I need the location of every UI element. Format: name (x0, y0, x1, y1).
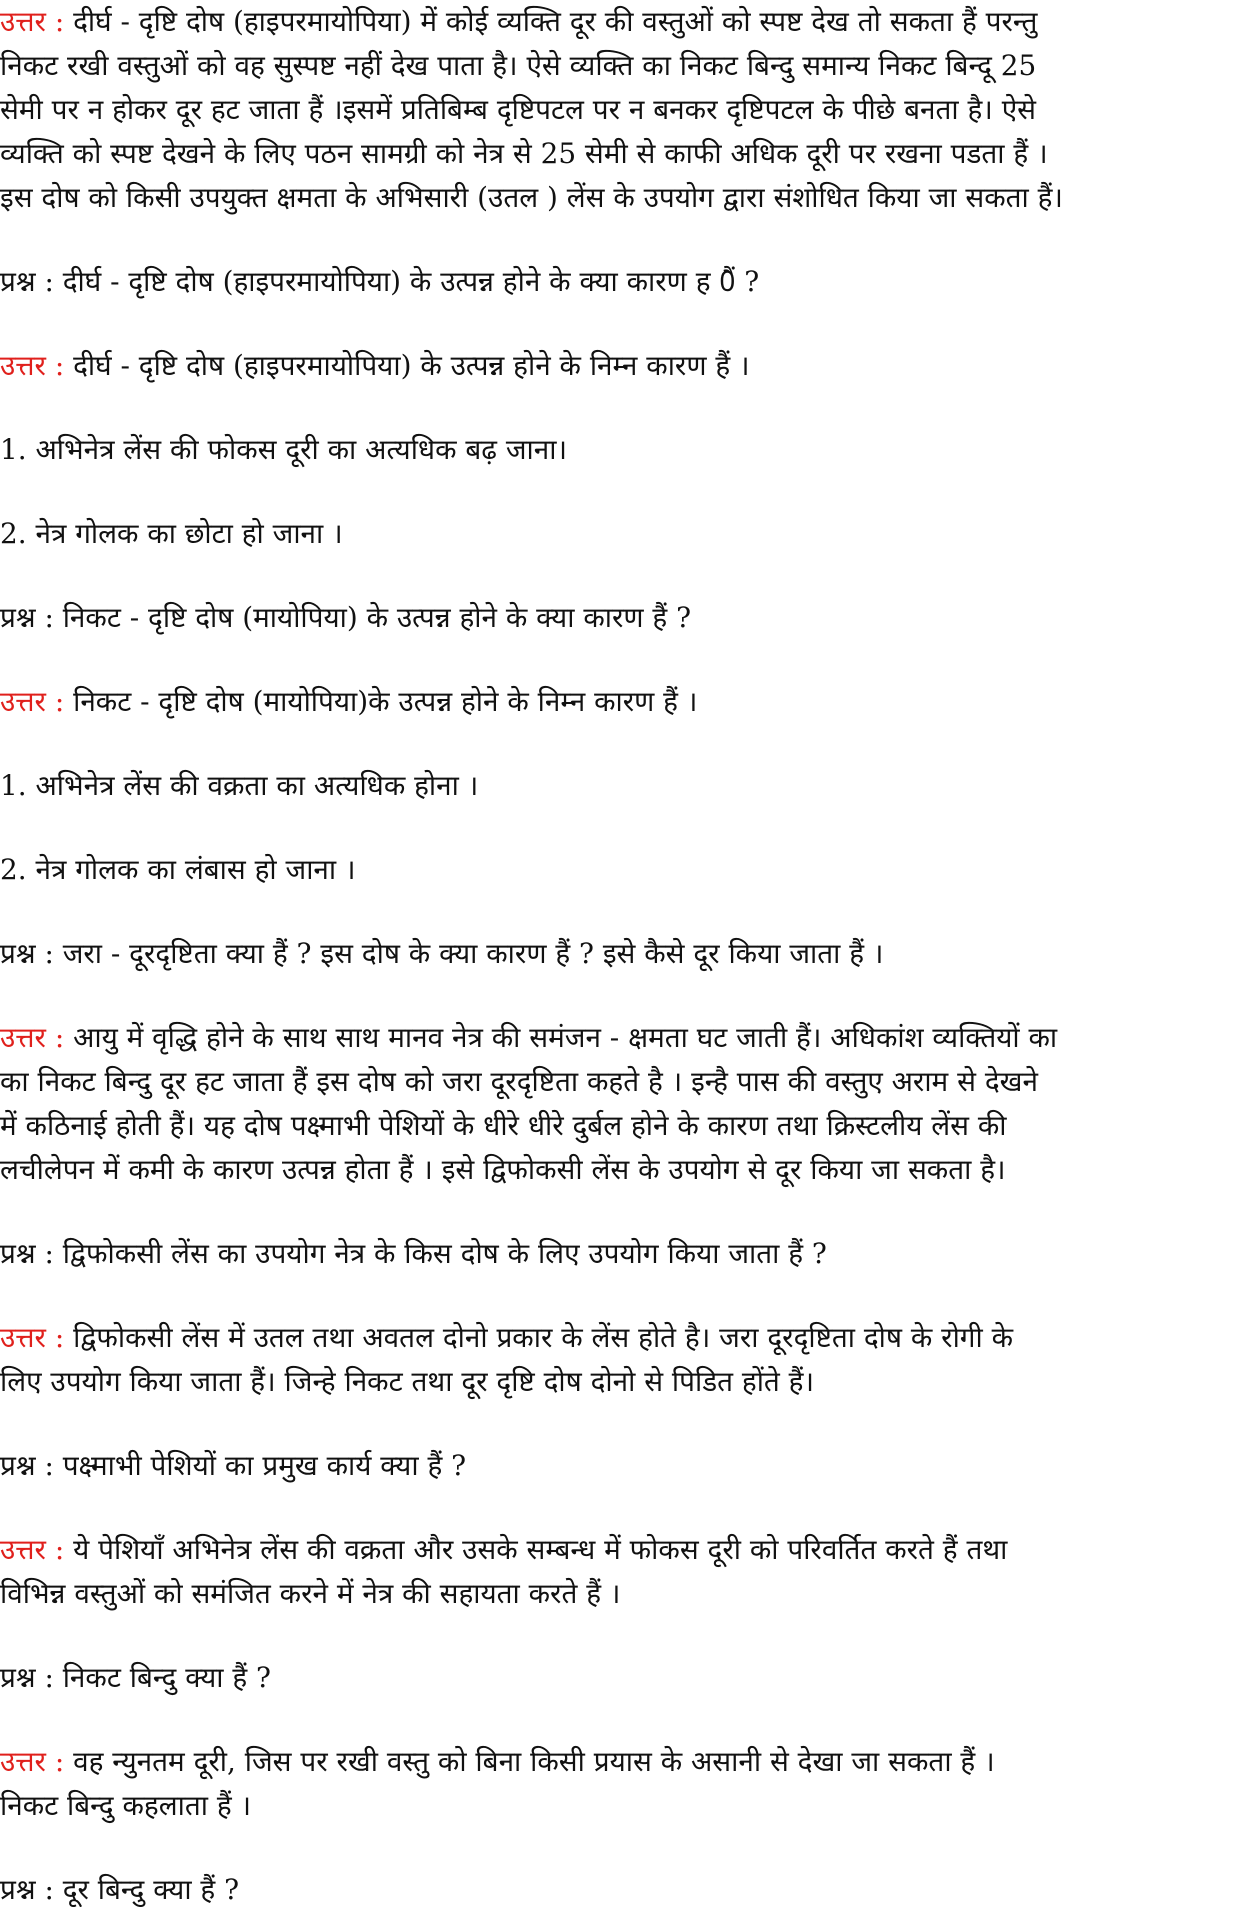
answer-paragraph (0, 1016, 1249, 1192)
line-text: प्रश्न : दूर बिन्दु क्या हैं ? (0, 1873, 240, 1906)
line-text: 2. नेत्र गोलक का लंबास हो जाना । (0, 853, 356, 886)
line-text: प्रश्न : पक्ष्माभी पेशियों का प्रमुख कार्य क्या हैं ? (0, 1449, 467, 1482)
paragraph-spacer (0, 472, 1249, 512)
line-text: लिए उपयोग किया जाता हैं। जिन्हे निकट तथा दूर दृष्टि दोष दोनो से पिडित होंते हैं। (0, 1365, 815, 1398)
paragraph-spacer (0, 388, 1249, 428)
line-text: सेमी पर न होकर दूर हट जाता हैं ।इसमें प्रतिबिम्ब दृष्टिपटल पर न बनकर दृष्टिपटल के पीछे बनता है। ऐसे (0, 93, 1037, 126)
line-text: दीर्घ - दृष्टि दोष (हाइपरमायोपिया) में कोई व्यक्ति दूर की वस्तुओं को स्पष्ट देख तो सकता हैं परन्तु (73, 5, 1038, 38)
line-text: लचीलेपन में कमी के कारण उत्पन्न होता हैं । इसे द्विफोकसी लेंस के उपयोग से दूर किया जा सकता है। (0, 1153, 1006, 1186)
text-line (0, 0, 1244, 44)
paragraph-spacer (0, 892, 1249, 932)
paragraph-spacer (0, 1192, 1249, 1232)
question-paragraph (0, 596, 1249, 640)
answer-label: उत्तर : (0, 349, 74, 382)
text-line (0, 344, 1244, 388)
question-paragraph (0, 260, 1249, 304)
text-line (0, 1104, 1244, 1148)
line-text: प्रश्न : निकट बिन्दु क्या हैं ? (0, 1661, 272, 1694)
line-text: ये पेशियाँ अभिनेत्र लेंस की वक्रता और उसके सम्बन्ध में फोकस दूरी को परिवर्तित करते हैं तथा (73, 1533, 1008, 1566)
question-paragraph (0, 1444, 1249, 1488)
line-text: निकट - दृष्टि दोष (मायोपिया)के उत्पन्न होने के निम्न कारण हैं । (73, 685, 698, 718)
text-line (0, 132, 1244, 176)
text-line (0, 428, 1244, 472)
line-text: निकट रखी वस्तुओं को वह सुस्पष्ट नहीं देख पाता है। ऐसे व्यक्ति का निकट बिन्दु समान्य निकट बिन्दू 25 (0, 49, 1037, 82)
text-line (0, 1316, 1244, 1360)
answer-paragraph (0, 0, 1249, 220)
text-line (0, 1868, 1244, 1907)
text-line (0, 764, 1244, 808)
text-paragraph (0, 428, 1249, 472)
line-text: का निकट बिन्दु दूर हट जाता हैं इस दोष को जरा दूरदृष्टिता कहते है । इन्है पास की वस्तुए अराम से देखने (0, 1065, 1038, 1098)
paragraph-spacer (0, 976, 1249, 1016)
line-text: इस दोष को किसी उपयुक्त क्षमता के अभिसारी (उतल ) लेंस के उपयोग द्वारा संशोधित किया जा सकता हैं। (0, 181, 1063, 214)
paragraph-spacer (0, 640, 1249, 680)
answer-label: उत्तर : (0, 1021, 74, 1054)
answer-label: उत्तर : (0, 5, 74, 38)
text-line (0, 512, 1244, 556)
line-text: दीर्घ - दृष्टि दोष (हाइपरमायोपिया) के उत्पन्न होने के निम्न कारण हैं । (73, 349, 750, 382)
text-line (0, 260, 1244, 304)
paragraph-spacer (0, 220, 1249, 260)
line-text: प्रश्न : दीर्घ - दृष्टि दोष (हाइपरमायोपिया) के उत्पन्न होने के क्या कारण ह 0ैं ? (0, 265, 760, 298)
text-line (0, 932, 1244, 976)
line-text: 1. अभिनेत्र लेंस की वक्रता का अत्यधिक होना । (0, 769, 479, 802)
question-paragraph (0, 1868, 1249, 1907)
text-line (0, 680, 1244, 724)
question-paragraph (0, 932, 1249, 976)
text-paragraph (0, 848, 1249, 892)
text-line (0, 1360, 1244, 1404)
line-text: व्यक्ति को स्पष्ट देखने के लिए पठन सामग्री को नेत्र से 25 सेमी से काफी अधिक दूरी पर रखना पडता हैं । (0, 137, 1048, 170)
text-line (0, 1232, 1244, 1276)
text-line (0, 1444, 1244, 1488)
text-line (0, 1572, 1244, 1616)
paragraph-spacer (0, 1700, 1249, 1740)
text-line (0, 1016, 1244, 1060)
paragraph-spacer (0, 1276, 1249, 1316)
paragraph-spacer (0, 808, 1249, 848)
text-line (0, 596, 1244, 640)
paragraph-spacer (0, 1404, 1249, 1444)
answer-paragraph (0, 1316, 1249, 1404)
answer-label: उत्तर : (0, 1533, 74, 1566)
text-line (0, 1656, 1244, 1700)
line-text: द्विफोकसी लेंस में उतल तथा अवतल दोनो प्रकार के लेंस होते है। जरा दूरदृष्टिता दोष के रोगी के (73, 1321, 1014, 1354)
line-text: प्रश्न : जरा - दूरदृष्टिता क्या हैं ? इस दोष के क्या कारण हैं ? इसे कैसे दूर किया जाता हैं । (0, 937, 884, 970)
line-text: 1. अभिनेत्र लेंस की फोकस दूरी का अत्यधिक बढ़ जाना। (0, 433, 568, 466)
answer-label: उत्तर : (0, 685, 74, 718)
paragraph-spacer (0, 1616, 1249, 1656)
question-paragraph (0, 1232, 1249, 1276)
answer-paragraph (0, 1528, 1249, 1616)
question-paragraph (0, 1656, 1249, 1700)
answer-paragraph (0, 1740, 1249, 1828)
line-text: निकट बिन्दु कहलाता हैं । (0, 1789, 252, 1822)
answer-paragraph (0, 344, 1249, 388)
text-line (0, 176, 1244, 220)
line-text: में कठिनाई होती हैं। यह दोष पक्ष्माभी पेशियों के धीरे धीरे दुर्बल होने के कारण तथा क्रिस्टलीय लेंस की (0, 1109, 1007, 1142)
line-text: प्रश्न : निकट - दृष्टि दोष (मायोपिया) के उत्पन्न होने के क्या कारण हैं ? (0, 601, 692, 634)
text-line (0, 1528, 1244, 1572)
text-line (0, 1740, 1244, 1784)
text-line (0, 88, 1244, 132)
line-text: प्रश्न : द्विफोकसी लेंस का उपयोग नेत्र के किस दोष के लिए उपयोग किया जाता हैं ? (0, 1237, 827, 1270)
text-line (0, 1784, 1244, 1828)
answer-paragraph (0, 680, 1249, 724)
answer-label: उत्तर : (0, 1321, 74, 1354)
text-line (0, 848, 1244, 892)
text-line (0, 1148, 1244, 1192)
paragraph-spacer (0, 304, 1249, 344)
paragraph-spacer (0, 1488, 1249, 1528)
paragraph-spacer (0, 556, 1249, 596)
text-paragraph (0, 512, 1249, 556)
paragraph-spacer (0, 724, 1249, 764)
line-text: आयु में वृद्धि होने के साथ साथ मानव नेत्र की समंजन - क्षमता घट जाती हैं। अधिकांश व्यक्तियों का (73, 1021, 1058, 1054)
paragraph-spacer (0, 1828, 1249, 1868)
line-text: विभिन्न वस्तुओं को समंजित करने में नेत्र की सहायता करते हैं । (0, 1577, 621, 1610)
line-text: वह न्युनतम दूरी, जिस पर रखी वस्तु को बिना किसी प्रयास के असानी से देखा जा सकता हैं । (73, 1745, 995, 1778)
line-text: 2. नेत्र गोलक का छोटा हो जाना । (0, 517, 343, 550)
text-line (0, 44, 1244, 88)
text-paragraph (0, 764, 1249, 808)
text-line (0, 1060, 1244, 1104)
answer-label: उत्तर : (0, 1745, 74, 1778)
